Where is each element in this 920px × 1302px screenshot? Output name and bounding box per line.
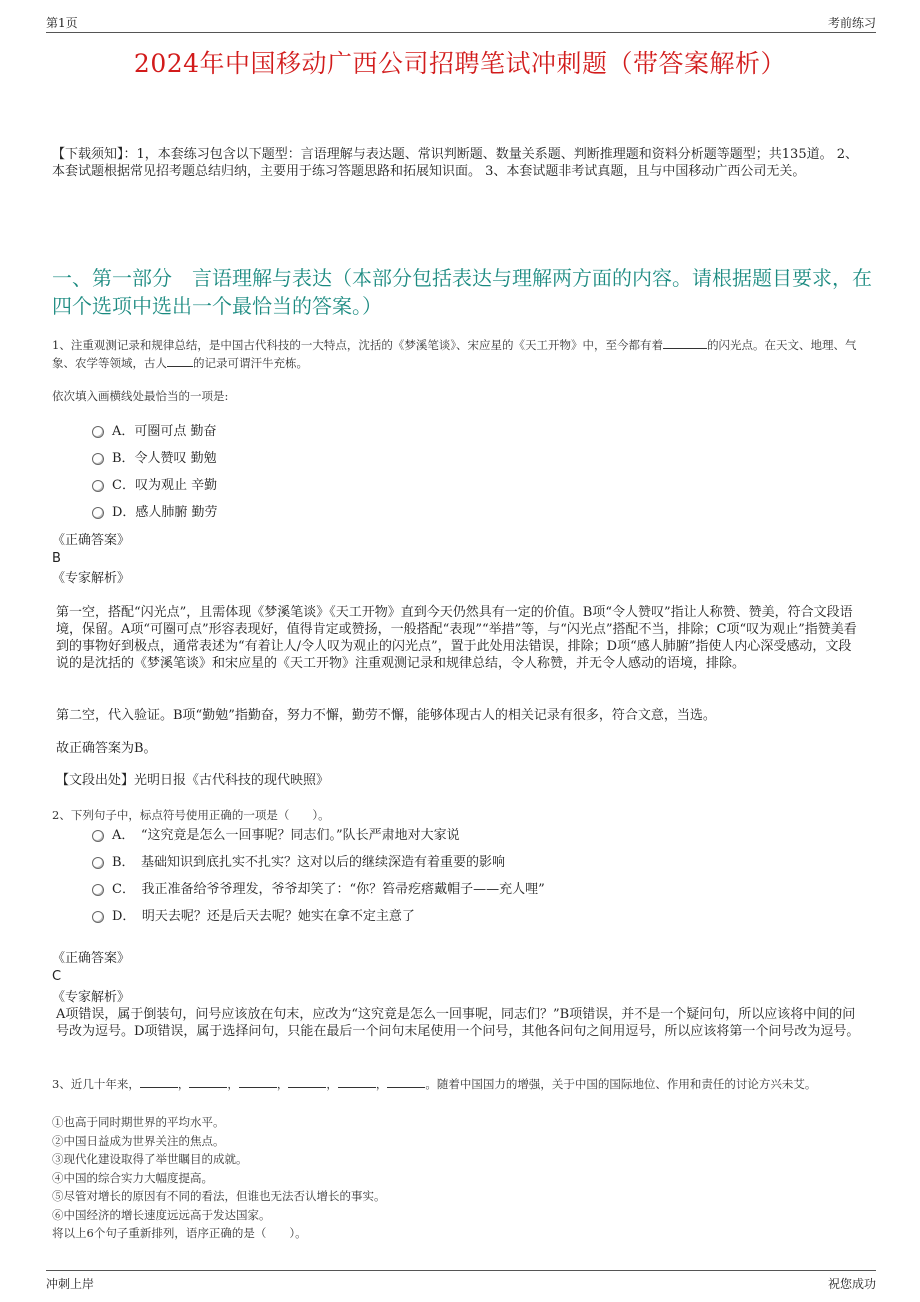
option-a[interactable]: A．可圈可点 勤奋 bbox=[92, 418, 218, 445]
document-title: 2024年中国移动广西公司招聘笔试冲刺题（带答案解析） bbox=[133, 49, 787, 78]
sentence-list bbox=[52, 1113, 868, 1243]
fill-blank bbox=[167, 354, 193, 367]
download-notice: 【下载须知】：1，本套练习包含以下题型：言语理解与表达题、常识判断题、数量关系题、判断推理题和资料分析题等题型；共135道。 2、本套试题根据常见招考题总结归纳，主要用于练习答题思路和拓展知识面。 3、本套试题非考试真题，且与中国移动广西公司无关。 bbox=[52, 147, 858, 179]
option-b[interactable]: B． 基础知识到底扎实不扎实？这对以后的继续深造有着重要的影响 bbox=[92, 849, 545, 876]
fill-blank bbox=[338, 1075, 376, 1088]
list-item: ⑥中国经济的增长速度远远高于发达国家。 bbox=[52, 1207, 271, 1222]
radio-icon[interactable] bbox=[92, 426, 104, 438]
fill-blank bbox=[140, 1075, 178, 1088]
section-heading: 一、第一部分 言语理解与表达（本部分包括表达与理解两方面的内容。请根据题目要求，在四个选项中选出一个最恰当的答案。） bbox=[52, 266, 872, 318]
analysis-label: 《专家解析》 bbox=[52, 990, 131, 1005]
radio-icon[interactable] bbox=[92, 480, 104, 492]
question-3-stem: 3、近几十年来， ， ， ， ， ， 。随着中国国力的增强，关于中国的国际地位、作用和责任的讨论方兴未艾。 bbox=[52, 1077, 817, 1091]
option-c[interactable]: C．叹为观止 辛勤 bbox=[92, 472, 218, 499]
header-label: 考前练习 bbox=[827, 16, 876, 30]
radio-icon[interactable] bbox=[92, 453, 104, 465]
analysis-conclusion: 故正确答案为B。 bbox=[56, 741, 157, 756]
option-d[interactable]: D． 明天去呢？还是后天去呢？她实在拿不定主意了 bbox=[92, 903, 545, 930]
list-item: ①也高于同时期世界的平均水平。 bbox=[52, 1115, 225, 1129]
list-item: ④中国的综合实力大幅度提高。 bbox=[52, 1170, 213, 1185]
radio-icon[interactable] bbox=[92, 507, 104, 519]
question-1-stem: 1、注重观测记录和规律总结，是中国古代科技的一大特点，沈括的《梦溪笔谈》、宋应星的《天工开物》中，至今都有着 的闪光点。在天文、地理、气象、农学等领域，古人 的记录可谓汗牛充栋。 bbox=[52, 338, 857, 370]
analysis-label: 《专家解析》 bbox=[52, 571, 131, 586]
question-1-prompt: 依次填入画横线处最恰当的一项是: bbox=[52, 389, 229, 403]
question-2-stem: 2、下列句子中，标点符号使用正确的一项是（ ）。 bbox=[52, 808, 330, 822]
fill-blank bbox=[189, 1075, 227, 1088]
footer-right: 祝您成功 bbox=[827, 1277, 876, 1291]
question-1-options bbox=[92, 418, 218, 526]
list-item: ③现代化建设取得了举世瞩目的成就。 bbox=[52, 1152, 248, 1166]
correct-answer: C bbox=[52, 969, 62, 984]
fill-blank bbox=[387, 1075, 425, 1088]
list-item: ②中国日益成为世界关注的焦点。 bbox=[52, 1133, 225, 1148]
option-d[interactable]: D．感人肺腑 勤劳 bbox=[92, 499, 218, 526]
question-3-prompt: 将以上6个句子重新排列，语序正确的是（ ）。 bbox=[52, 1226, 307, 1240]
question-2-options bbox=[92, 822, 545, 930]
passage-source: 【文段出处】光明日报《古代科技的现代映照》 bbox=[56, 773, 330, 788]
page-footer bbox=[46, 1270, 876, 1293]
correct-answer: B bbox=[52, 551, 61, 566]
page-header bbox=[46, 10, 876, 33]
analysis-paragraph: A项错误，属于倒装句，问号应该放在句末，应改为“这究竟是怎么一回事呢，同志们？”B项错误，并不是一个疑问句，所以应该将中间的问号改为逗号。D项错误，属于选择问句，只能在最后一个问句末尾使用一个问号，其他各问句之间用逗号，所以应该将第一个问号改为逗号。 bbox=[56, 1007, 860, 1039]
fill-blank bbox=[239, 1075, 277, 1088]
radio-icon[interactable] bbox=[92, 884, 104, 896]
footer-left: 冲刺上岸 bbox=[46, 1277, 95, 1291]
radio-icon[interactable] bbox=[92, 911, 104, 923]
option-a[interactable]: A． “这究竟是怎么一回事呢？同志们。”队长严肃地对大家说 bbox=[92, 822, 545, 849]
fill-blank bbox=[663, 336, 707, 349]
analysis-paragraph: 第一空，搭配“闪光点”，且需体现《梦溪笔谈》《天工开物》直到今天仍然具有一定的价值。B项“令人赞叹”指让人称赞、赞美，符合文段语境，保留。A项“可圈可点”形容表现好，值得肯定或赞扬，一般搭配“表现”“举措”等，与“闪光点”搭配不当，排除；C项“叹为观止”指赞美看到的事物好到极点，通常表述为“有着让人/令人叹为观止的闪光点”，置于此处用法错误，排除；D项“感人肺腑”指使人内心深受感动，文段说的是沈括的《梦溪笔谈》和宋应星的《天工开物》注重观测记录和规律总结，令人称赞，并无令人感动的语境，排除。 bbox=[56, 605, 857, 671]
radio-icon[interactable] bbox=[92, 857, 104, 869]
list-item: ⑤尽管对增长的原因有不同的看法，但谁也无法否认增长的事实。 bbox=[52, 1189, 386, 1203]
fill-blank bbox=[288, 1075, 326, 1088]
option-c[interactable]: C． 我正准备给爷爷理发，爷爷却笑了：“你？笞帚疙瘩戴帽子——充人哩” bbox=[92, 876, 545, 903]
answer-label: 《正确答案》 bbox=[52, 951, 131, 966]
radio-icon[interactable] bbox=[92, 830, 104, 842]
page-number: 第1页 bbox=[46, 16, 78, 30]
option-b[interactable]: B．令人赞叹 勤勉 bbox=[92, 445, 218, 472]
answer-label: 《正确答案》 bbox=[52, 533, 131, 548]
analysis-paragraph: 第二空，代入验证。B项“勤勉”指勤奋，努力不懈，勤劳不懈，能够体现古人的相关记录有很多，符合文意，当选。 bbox=[56, 708, 716, 723]
